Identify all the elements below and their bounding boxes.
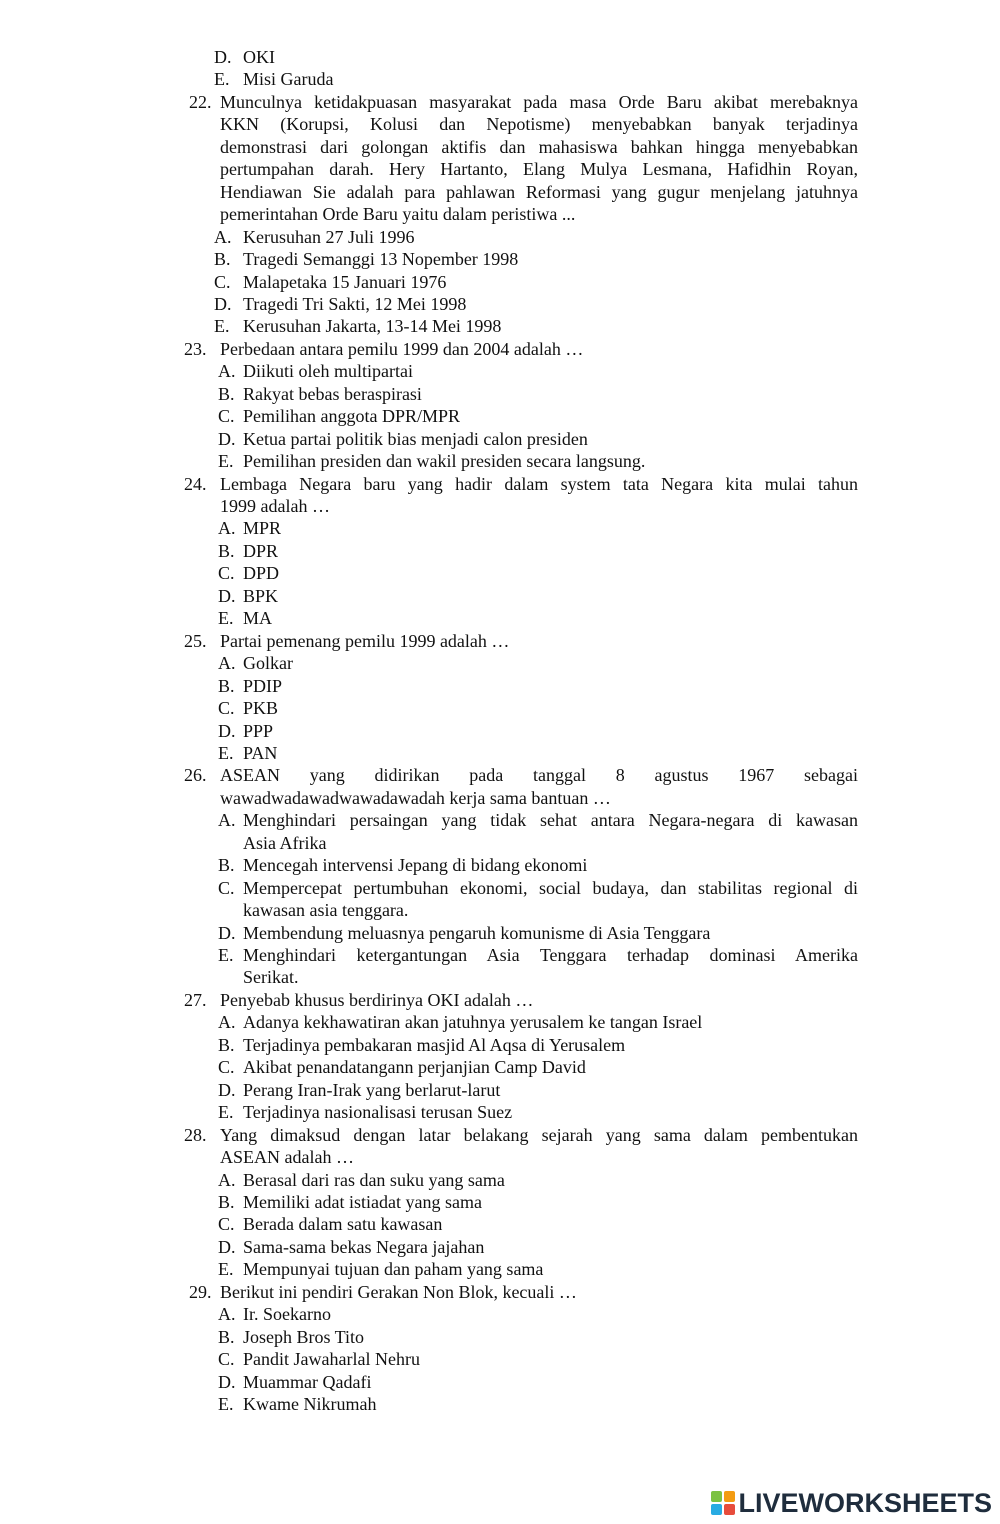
option-label: B. xyxy=(218,855,235,876)
option-label: E. xyxy=(218,945,234,965)
question-text-line: Lembaga Negara baru yang hadir dalam system tata Negara kita mulai tahun xyxy=(220,473,858,494)
option-label: A. xyxy=(218,1169,236,1190)
option-text-line: Golkar xyxy=(243,653,293,674)
option-label: E. xyxy=(218,1259,234,1280)
option-text-line: BPK xyxy=(243,585,279,606)
option-text-line: Menghindari persaingan yang tidak sehat antara Negara-negara di kawasan xyxy=(243,810,858,831)
option-text-line: Membendung meluasnya pengaruh komunisme di Asia Tenggara xyxy=(243,922,711,943)
option-text-line: Adanya kekhawatiran akan jatuhnya yerusalem ke tangan Israel xyxy=(243,1012,703,1033)
question-text-line: demonstrasi dari golongan aktifis dan mahasiswa bahkan hingga menyebabkan xyxy=(220,136,858,157)
option-label: C. xyxy=(218,698,235,719)
option-label: A. xyxy=(218,518,236,539)
option-text-line: Terjadinya pembakaran masjid Al Aqsa di Yerusalem xyxy=(243,1034,626,1055)
option-text-line: Muammar Qadafi xyxy=(243,1371,372,1392)
option-text-line: PPP xyxy=(243,720,274,741)
option-label: D. xyxy=(218,428,236,449)
option-text-line: Akibat penandatangann perjanjian Camp David xyxy=(243,1057,586,1078)
question-number: 22. xyxy=(189,91,212,112)
option-text-line: Terjadinya nasionalisasi terusan Suez xyxy=(243,1102,513,1123)
option-label: E. xyxy=(218,451,234,472)
question-number: 26. xyxy=(184,765,207,786)
option-label: A. xyxy=(218,361,236,382)
liveworksheets-brand xyxy=(710,1486,992,1520)
option-text-line: Kerusuhan 27 Juli 1996 xyxy=(243,226,415,247)
option-label: D. xyxy=(218,1371,236,1392)
option-label: C. xyxy=(214,271,231,292)
option-label: B. xyxy=(218,675,235,696)
option-text-line: Kerusuhan Jakarta, 13-14 Mei 1998 xyxy=(243,316,502,337)
option-text-line: Mempunyai tujuan dan paham yang sama xyxy=(243,1259,544,1280)
option-text-line: PKB xyxy=(243,698,279,719)
option-label: C. xyxy=(218,1349,235,1370)
option-label: D. xyxy=(218,720,236,741)
option-text-line: Menghindari ketergantungan Asia Tenggara terhadap dominasi Amerika xyxy=(243,945,858,965)
option-label: C. xyxy=(218,1214,235,1235)
option-text-line: Mempercepat pertumbuhan ekonomi, social budaya, dan stabilitas regional di xyxy=(243,877,858,898)
liveworksheets-logo-icon xyxy=(710,1490,736,1516)
option-label: D. xyxy=(218,1236,236,1257)
option-label: E. xyxy=(218,1102,234,1123)
option-text-line: Perang Iran-Irak yang berlarut-larut xyxy=(243,1079,501,1100)
question-number: 24. xyxy=(184,473,207,494)
option-text-line: kawasan asia tenggara. xyxy=(243,900,409,921)
option-label: A. xyxy=(218,1304,236,1325)
question-text-line: Partai pemenang pemilu 1999 adalah … xyxy=(220,630,510,651)
option-label: B. xyxy=(218,1034,235,1055)
option-label: C. xyxy=(218,563,235,584)
option-label: D. xyxy=(218,1079,236,1100)
option-label: B. xyxy=(218,1191,235,1212)
option-text-line: Pemilihan anggota DPR/MPR xyxy=(243,406,461,427)
option-text-line: MPR xyxy=(243,518,282,539)
option-label: B. xyxy=(218,383,235,404)
option-label: A. xyxy=(218,810,236,831)
option-text-line: Malapetaka 15 Januari 1976 xyxy=(243,271,447,292)
option-text-line: Rakyat bebas beraspirasi xyxy=(243,383,422,404)
option-text-line: PAN xyxy=(243,742,278,763)
question-number: 28. xyxy=(184,1124,207,1145)
option-text-line: Pemilihan presiden dan wakil presiden secara langsung. xyxy=(243,451,646,472)
question-number: 27. xyxy=(184,989,207,1010)
option-text-line: Tragedi Semanggi 13 Nopember 1998 xyxy=(243,249,519,270)
question-text-line: wawadwadawadwawadawadah kerja sama bantuan … xyxy=(220,787,611,808)
question-text-line: Berikut ini pendiri Gerakan Non Blok, kecuali … xyxy=(220,1281,577,1302)
option-label: E. xyxy=(214,69,230,90)
question-text-line: Penyebab khusus berdirinya OKI adalah … xyxy=(220,989,534,1010)
option-text-line: Berasal dari ras dan suku yang sama xyxy=(243,1169,505,1190)
brand-wordmark: LIVEWORKSHEETS xyxy=(738,1487,992,1518)
question-text-line: 1999 adalah … xyxy=(220,496,330,516)
option-label: D. xyxy=(214,47,232,67)
option-text-line: PDIP xyxy=(243,675,283,696)
question-number: 23. xyxy=(184,338,207,359)
question-number: 29. xyxy=(189,1281,212,1302)
option-text-line: DPD xyxy=(243,563,280,584)
option-label: C. xyxy=(218,877,235,898)
option-label: D. xyxy=(218,922,236,943)
question-text-line: Hendiawan Sie adalah para pahlawan Reformasi yang gugur menjelang jatuhnya xyxy=(220,181,858,202)
question-text-line: Munculnya ketidakpuasan masyarakat pada masa Orde Baru akibat merebaknya xyxy=(220,91,858,112)
option-text-line: Diikuti oleh multipartai xyxy=(243,361,413,382)
question-text-line: Perbedaan antara pemilu 1999 dan 2004 adalah … xyxy=(220,338,584,359)
option-text: OKI xyxy=(243,47,275,67)
option-label: A. xyxy=(214,226,232,247)
option-text: Misi Garuda xyxy=(243,69,334,90)
option-text-line: Joseph Bros Tito xyxy=(243,1326,365,1347)
option-label: B. xyxy=(218,540,235,561)
option-label: B. xyxy=(214,249,231,270)
option-label: C. xyxy=(218,406,235,427)
option-text-line: MA xyxy=(243,608,273,629)
question-text-line: pertumpahan darah. Hery Hartanto, Elang Mulya Lesmana, Hafidhin Royan, xyxy=(220,159,858,180)
option-text-line: Serikat. xyxy=(243,967,299,988)
option-text-line: Pandit Jawaharlal Nehru xyxy=(243,1349,420,1370)
question-text-line: Yang dimaksud dengan latar belakang sejarah yang sama dalam pembentukan xyxy=(220,1124,858,1145)
option-label: B. xyxy=(218,1326,235,1347)
option-label: E. xyxy=(218,742,234,763)
option-text-line: Kwame Nikrumah xyxy=(243,1394,377,1414)
question-number: 25. xyxy=(184,630,207,651)
option-text-line: Ir. Soekarno xyxy=(243,1304,331,1325)
question-text-line: KKN (Korupsi, Kolusi dan Nepotisme) menyebabkan banyak terjadinya xyxy=(220,114,858,135)
question-text-line: ASEAN adalah … xyxy=(220,1147,354,1168)
option-label: A. xyxy=(218,1012,236,1033)
option-label: A. xyxy=(218,653,236,674)
option-label: E. xyxy=(214,316,230,337)
option-label: D. xyxy=(218,585,236,606)
question-text-line: pemerintahan Orde Baru yaitu dalam peristiwa ... xyxy=(220,204,576,225)
option-text-line: Mencegah intervensi Jepang di bidang ekonomi xyxy=(243,855,588,876)
option-label: C. xyxy=(218,1057,235,1078)
question-text-line: ASEAN yang didirikan pada tanggal 8 agustus 1967 sebagai xyxy=(220,765,858,786)
option-text-line: Sama-sama bekas Negara jajahan xyxy=(243,1236,485,1257)
option-text-line: Berada dalam satu kawasan xyxy=(243,1214,443,1235)
option-text-line: Ketua partai politik bias menjadi calon presiden xyxy=(243,428,588,449)
option-label: D. xyxy=(214,293,232,314)
option-text-line: DPR xyxy=(243,540,279,561)
option-label: E. xyxy=(218,1394,234,1414)
option-text-line: Asia Afrika xyxy=(243,832,327,853)
option-text-line: Memiliki adat istiadat yang sama xyxy=(243,1191,482,1212)
option-label: E. xyxy=(218,608,234,629)
option-text-line: Tragedi Tri Sakti, 12 Mei 1998 xyxy=(243,293,467,314)
